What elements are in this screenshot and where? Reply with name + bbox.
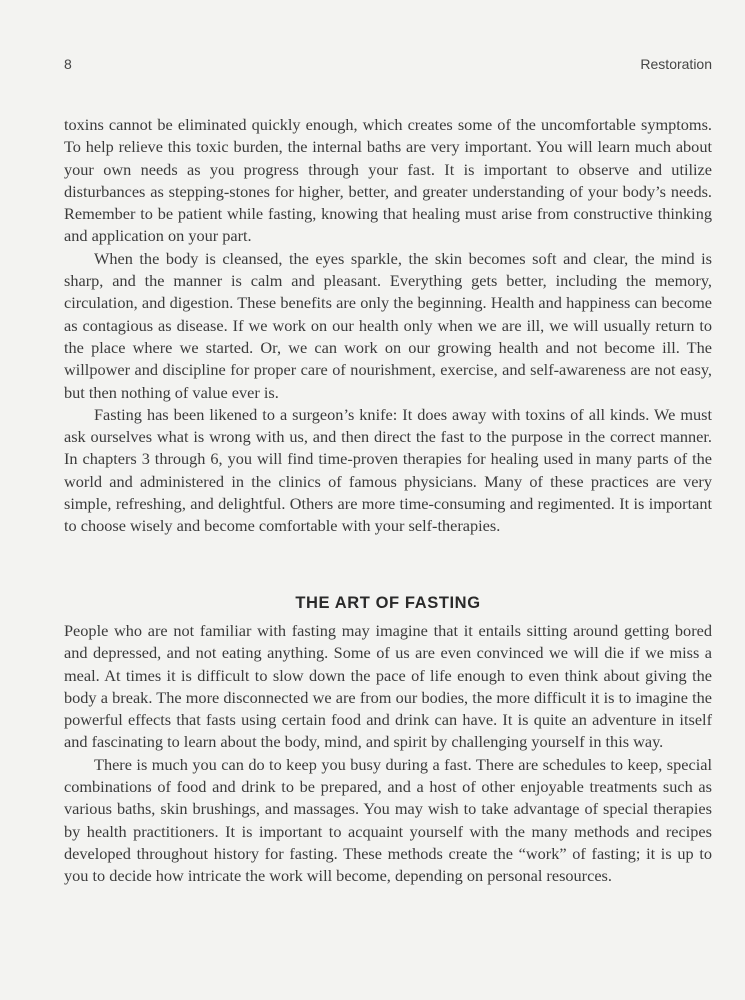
body-text-top xyxy=(64,114,712,538)
page-number: 8 xyxy=(64,56,72,72)
page-header xyxy=(64,56,712,76)
paragraph-continued: toxins cannot be eliminated quickly enough, which creates some of the uncomfortable symptoms. To help relieve this toxic burden, the internal baths are very important. You will learn much about your own needs as you progress through your fast. It is important to observe and utilize disturbances as stepping-stones for higher, better, and greater understanding of your body’s needs. Remember to be patient while fasting, knowing that healing must arise from constructive thinking and application on your part. xyxy=(64,115,712,246)
section-heading: THE ART OF FASTING xyxy=(295,594,481,612)
paragraph-not-familiar: People who are not familiar with fasting may imagine that it entails sitting around getting bored and depressed, and not eating anything. Some of us are even convinced we will die if we miss a meal. At times it is difficult to slow down the pace of life enough to even think about giving the body a break. The more disconnected we are from our bodies, the more difficult it is to imagine the powerful effects that fasts using certain food and drink can have. It is quite an adventure in itself and fascinating to learn about the body, mind, and spirit by challenging yourself in this way. xyxy=(64,621,712,752)
body-text-section xyxy=(64,620,712,888)
paragraph-body-cleansed: When the body is cleansed, the eyes sparkle, the skin becomes soft and clear, the mind is sharp, and the manner is calm and pleasant. Everything gets better, including the memory, circulation, and digestion. These benefits are only the beginning. Health and happiness can become as contagious as disease. If we work on our health only when we are ill, we will usually return to the place where we started. Or, we can work on our growing health and not become ill. The willpower and discipline for proper care of nourishment, exercise, and self-awareness are not easy, but then nothing of value ever is. xyxy=(64,248,712,402)
paragraph-keep-busy: There is much you can do to keep you busy during a fast. There are schedules to keep, special combinations of food and drink to be prepared, and a host of other enjoyable treatments such as various baths, skin brushings, and massages. You may wish to take advantage of special therapies by health practitioners. It is important to acquaint yourself with the many methods and recipes developed throughout history for fasting. These methods create the “work” of fasting; it is up to you to decide how intricate the work will become, depending on personal resources. xyxy=(64,754,712,886)
paragraph-surgeons-knife: Fasting has been likened to a surgeon’s knife: It does away with toxins of all kinds. We must ask ourselves what is wrong with us, and then direct the fast to the purpose in the correct manner. In chapters 3 through 6, you will find time-proven therapies for healing used in many parts of the world and administered in the clinics of famous physicians. Many of these practices are very simple, refreshing, and delightful. Others are more time-consuming and regimented. It is important to choose wisely and become comfortable with your self-therapies. xyxy=(64,404,712,536)
running-head: Restoration xyxy=(640,56,712,72)
